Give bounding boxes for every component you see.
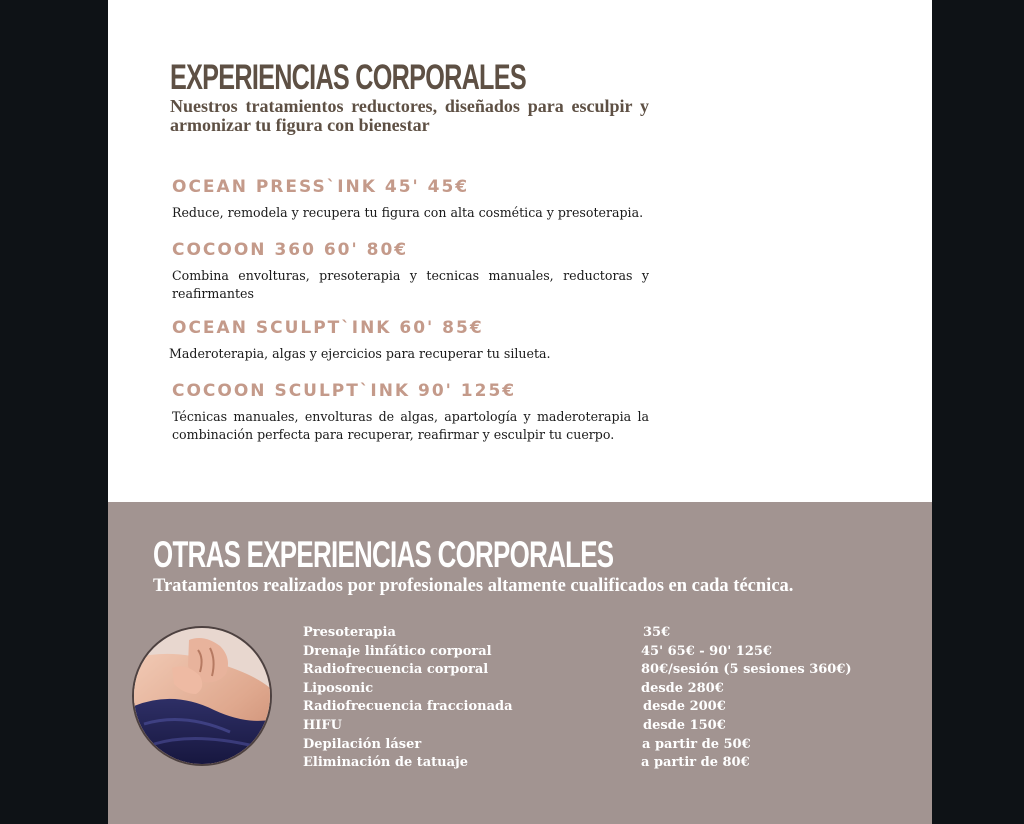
treatment-title: OCEAN SCULPT`INK 60' 85€ [172, 318, 484, 338]
service-name: Eliminación de tatuaje [303, 755, 469, 771]
treatment-title: COCOON 360 60' 80€ [172, 240, 409, 260]
service-price: a partir de 50€ [642, 736, 751, 752]
treatment-title: OCEAN PRESS`INK 45' 45€ [172, 177, 470, 197]
service-name: HIFU [303, 717, 342, 733]
service-name: Liposonic [303, 680, 374, 696]
service-name: Depilación láser [303, 736, 422, 752]
page-subtitle: Nuestros tratamientos reductores, diseñados para esculpir y armonizar tu figura con bienestar [170, 96, 649, 135]
treatment-description: Técnicas manuales, envolturas de algas, apartología y maderoterapia la combinación perfecta para recuperar, reafirmar y esculpir tu cuerpo. [172, 409, 649, 442]
massage-photo [132, 626, 272, 766]
service-price: 45' 65€ - 90' 125€ [641, 643, 772, 659]
massage-image [134, 628, 270, 764]
service-price: 35€ [643, 625, 671, 640]
service-name: Radiofrecuencia fraccionada [303, 699, 513, 715]
section-title: OTRAS EXPERIENCIAS CORPORALES [153, 534, 614, 575]
service-name: Drenaje linfático corporal [303, 643, 492, 659]
treatment-description: Maderoterapia, algas y ejercicios para recuperar tu silueta. [169, 346, 551, 361]
body-treatments-section [108, 0, 932, 502]
service-name: Radiofrecuencia corporal [303, 662, 489, 678]
treatment-item [172, 381, 649, 444]
service-price: 80€/sesión (5 sesiones 360€) [641, 662, 852, 678]
treatment-item [169, 318, 646, 363]
service-price: desde 280€ [641, 680, 724, 696]
treatment-item [172, 177, 649, 222]
page-title: EXPERIENCIAS CORPORALES [170, 58, 526, 97]
treatment-description: Combina envolturas, presoterapia y tecnicas manuales, reductoras y reafirmantes [172, 268, 649, 301]
treatment-item [172, 240, 649, 303]
service-price: desde 200€ [643, 699, 726, 715]
other-treatments-section [108, 502, 932, 824]
treatment-title: COCOON SCULPT`INK 90' 125€ [172, 381, 517, 401]
service-price: a partir de 80€ [641, 755, 750, 771]
service-price: desde 150€ [643, 717, 726, 733]
menu-page [108, 0, 932, 824]
treatment-description: Reduce, remodela y recupera tu figura con alta cosmética y presoterapia. [172, 205, 644, 220]
service-name: Presoterapia [303, 625, 396, 640]
section-subtitle: Tratamientos realizados por profesionales altamente cualificados en cada técnica. [153, 576, 794, 596]
